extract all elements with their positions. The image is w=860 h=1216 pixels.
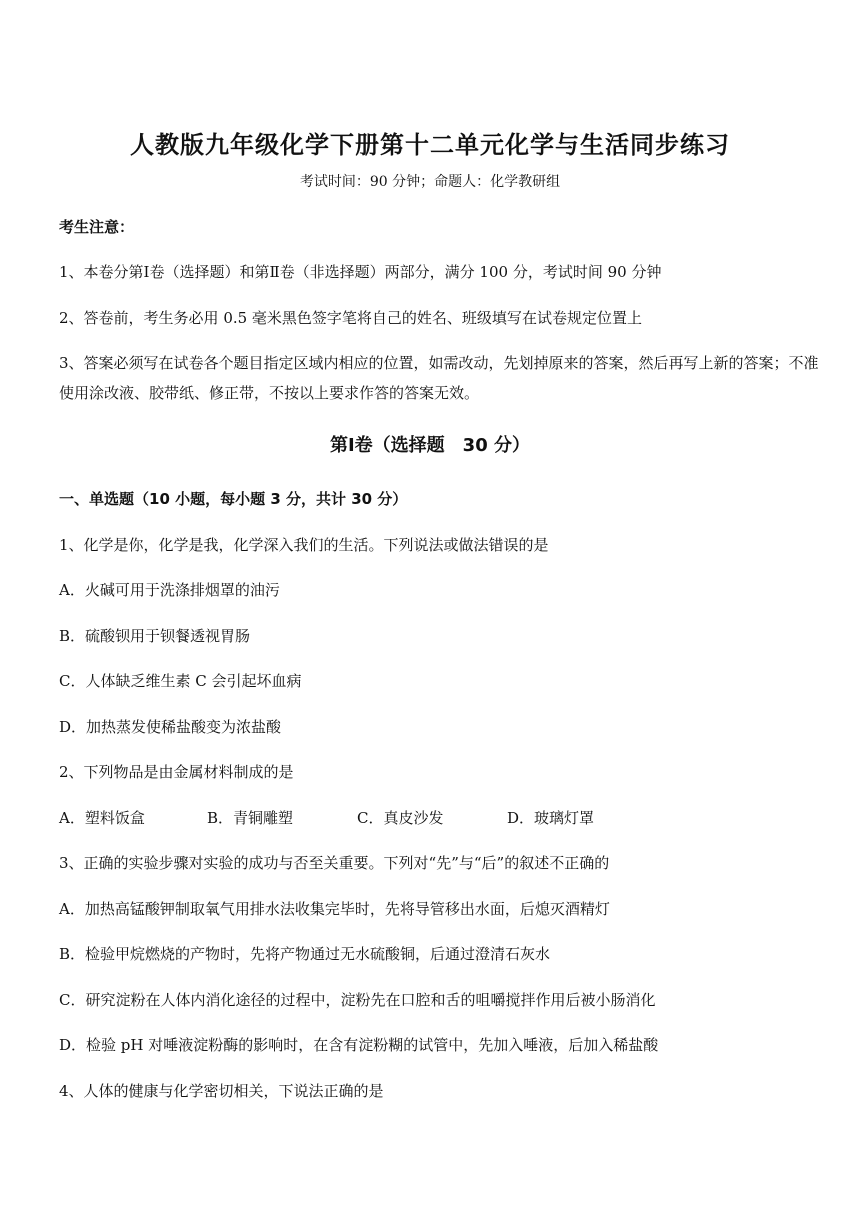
- question-option: A．火碱可用于洗涤排烟罩的油污: [59, 581, 280, 599]
- notice-item: 1、本卷分第Ⅰ卷（选择题）和第Ⅱ卷（非选择题）两部分，满分 100 分，考试时间 90 分钟: [59, 263, 662, 281]
- question-option: D．加热蒸发使稀盐酸变为浓盐酸: [59, 718, 282, 736]
- notice-item: 2、答卷前，考生务必用 0.5 毫米黑色签字笔将自己的姓名、班级填写在试卷规定位置上: [59, 309, 642, 327]
- page-title: 人教版九年级化学下册第十二单元化学与生活同步练习: [130, 131, 730, 159]
- notice-item: 3、答案必须写在试卷各个题目指定区域内相应的位置，如需改动，先划掉原来的答案，然后再写上新的答案；不准使用涂改液、胶带纸、修正带，不按以上要求作答的答案无效。: [59, 354, 819, 402]
- exam-info: 考试时间：90 分钟；命题人：化学教研组: [299, 174, 561, 190]
- question-option: B．青铜雕塑: [207, 809, 294, 827]
- question-option: D．检验 pH 对唾液淀粉酶的影响时，在含有淀粉糊的试管中，先加入唾液，后加入稀盐酸: [59, 1036, 659, 1054]
- part-heading: 一、单选题（10 小题，每小题 3 分，共计 30 分）: [59, 490, 408, 508]
- question-option: C．人体缺乏维生素 C 会引起坏血病: [59, 672, 302, 690]
- question-option: A．塑料饭盒: [59, 809, 145, 827]
- question-option: B．检验甲烷燃烧的产物时，先将产物通过无水硫酸铜，后通过澄清石灰水: [59, 945, 551, 963]
- question-stem: 3、正确的实验步骤对实验的成功与否至关重要。下列对“先”与“后”的叙述不正确的: [59, 854, 610, 872]
- question-stem: 4、人体的健康与化学密切相关，下说法正确的是: [59, 1082, 384, 1100]
- notice-heading: 考生注意：: [59, 218, 135, 236]
- question-stem: 2、下列物品是由金属材料制成的是: [59, 763, 294, 781]
- question-option: A．加热高锰酸钾制取氧气用排水法收集完毕时，先将导管移出水面，后熄灭酒精灯: [59, 900, 610, 918]
- question-option: D．玻璃灯罩: [507, 809, 595, 827]
- question-stem: 1、化学是你，化学是我，化学深入我们的生活。下列说法或做法错误的是: [59, 536, 549, 554]
- question-option: C．真皮沙发: [357, 809, 444, 827]
- question-option: B．硫酸钡用于钡餐透视胃肠: [59, 627, 251, 645]
- section-title: 第Ⅰ卷（选择题 30 分）: [329, 435, 530, 456]
- question-option: C．研究淀粉在人体内消化途径的过程中，淀粉先在口腔和舌的咀嚼搅拌作用后被小肠消化: [59, 991, 656, 1009]
